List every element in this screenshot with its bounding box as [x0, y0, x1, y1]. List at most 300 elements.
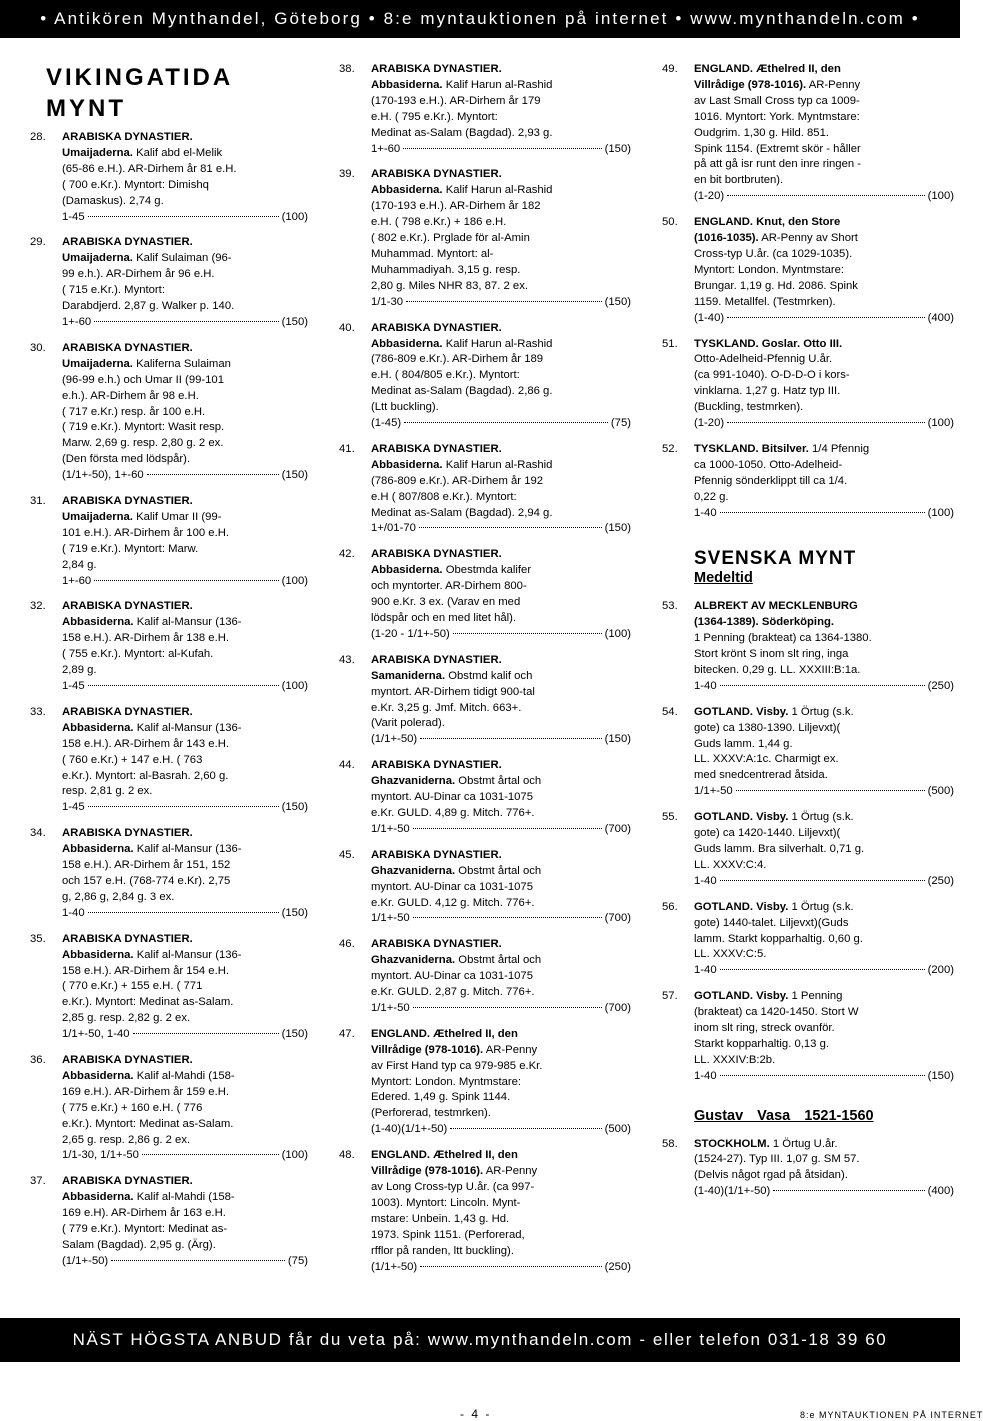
lot-heading-line [62, 130, 308, 146]
dotted-leader [736, 790, 925, 791]
lot-heading-line [694, 62, 954, 78]
lot-dynasty-line [694, 458, 954, 474]
lot-text-line: Myntort: London. Myntmstare: [694, 263, 845, 276]
lot-dynasty-line [371, 563, 631, 579]
lot-text-line: (786-809 e.Kr.). AR-Dirhem år 192 [371, 474, 544, 487]
lot-text-line: 900 e.Kr. 3 ex. (Varav en med [371, 596, 521, 609]
lot-estimate [62, 1254, 308, 1270]
lot-heading-line [62, 494, 308, 510]
lot-dynasty: (1364-1389). Söderköping. [694, 616, 835, 629]
lot-text-line: ( 802 e.Kr.). Prglade för al-Amin [371, 232, 530, 245]
lot-dynasty-line [62, 357, 308, 373]
lot-heading-line [694, 599, 954, 615]
lot-estimate [694, 963, 954, 979]
lot-number: 51. [662, 337, 678, 350]
lot-description [694, 1137, 954, 1201]
lot-number: 44. [339, 759, 355, 772]
lot-text-line: en bit bortbruten). [694, 174, 784, 187]
lot-dynasty: Abbasiderna. [371, 184, 443, 197]
lot-text-line: Medinat as-Salam (Bagdad). 2,86 g. [371, 385, 553, 398]
lot-number: 52. [662, 442, 678, 455]
lot-grade: 1/1+-50 [371, 822, 410, 835]
dotted-leader [111, 1260, 285, 1261]
lot-grade: 1/1+-50 [694, 785, 733, 798]
lot-price: (75) [287, 1254, 308, 1267]
lot-dynasty: Villrådige (978-1016). [371, 1165, 484, 1178]
lot-grade: 1-40 [694, 1069, 717, 1082]
lot-grade: (1/1+-50) [62, 1254, 109, 1267]
lot-estimate [694, 189, 954, 205]
lot-text-line: Starkt kopparhaltig. 0,13 g. [694, 1037, 830, 1050]
lot-heading-rest: 1 Örtug (s.k. [788, 900, 854, 913]
lot-heading-line [694, 337, 954, 353]
lot-dynasty-rest: Kalif Harun al-Rashid [442, 458, 553, 471]
lot-dynasty-rest: gote) ca 1420-1440. Liljevxt)( [694, 827, 841, 840]
lot-dynasty-line [694, 1152, 954, 1168]
lot-description [62, 932, 308, 1043]
lot-heading: ARABISKA DYNASTIER. [371, 938, 502, 951]
lot-dynasty-rest: Kalif al-Mansur (136- [133, 721, 242, 734]
lot-dynasty-line [371, 864, 631, 880]
lot-grade: (1-20) [694, 417, 725, 430]
lot-heading-line [62, 341, 308, 357]
lot-estimate [371, 911, 631, 927]
lot-heading: ARABISKA DYNASTIER. [62, 827, 193, 840]
lot-number: 37. [30, 1175, 46, 1188]
lot-grade: (1-40) [694, 311, 725, 324]
lot-text-line: e.Kr.). Myntort: Medinat as-Salam. [62, 996, 234, 1009]
lot-text-line: 1973. Spink 1151. (Perforerad, [371, 1228, 525, 1241]
lot-item [662, 989, 954, 1084]
lot-heading-line [694, 1137, 954, 1153]
lot-text-line: (170-193 e.H.). AR-Dirhem år 182 [371, 200, 541, 213]
lot-number: 54. [662, 705, 678, 718]
lot-description [694, 337, 954, 432]
lot-price: (200) [927, 964, 954, 977]
lot-heading: ENGLAND. Knut, den Store [694, 216, 841, 229]
lot-price: (100) [927, 417, 954, 430]
lot-number: 30. [30, 341, 46, 354]
lot-price: (100) [604, 627, 631, 640]
dotted-leader [720, 685, 925, 686]
lot-description [62, 826, 308, 921]
lot-item [662, 1137, 954, 1201]
lot-price: (400) [927, 1185, 954, 1198]
lot-text-line: resp. 2,81 g. 2 ex. [62, 785, 153, 798]
lot-dynasty-line [371, 669, 631, 685]
lot-text-line: 1 Penning (brakteat) ca 1364-1380. [694, 632, 872, 645]
lot-item [30, 826, 308, 921]
lot-text-line: (Ltt buckling). [371, 401, 439, 414]
lot-heading-line [371, 1148, 631, 1164]
lot-dynasty-rest: AR-Penny [806, 78, 861, 91]
bottom-banner-text: NÄST HÖGSTA ANBUD får du veta på: www.mynthandeln.com - eller telefon 031-18 39 60 [72, 1330, 888, 1349]
lot-description [694, 900, 954, 980]
lot-heading-line [371, 547, 631, 563]
lot-number: 42. [339, 548, 355, 561]
lot-estimate [371, 822, 631, 838]
lot-heading-line [62, 1053, 308, 1069]
lot-grade: 1/1+-50 [371, 912, 410, 925]
dotted-leader [720, 1075, 925, 1076]
lot-heading: ENGLAND. Æthelred II, den [694, 63, 841, 75]
lot-text-line: 2,89 g. [62, 664, 97, 677]
lot-description [371, 848, 631, 928]
lot-item [30, 235, 308, 330]
dotted-leader [404, 422, 608, 423]
lot-text-line: (170-193 e.H.). AR-Dirhem år 179 [371, 94, 541, 107]
lot-grade: (1-20) [694, 190, 725, 203]
lot-number: 34. [30, 827, 46, 840]
lot-grade: 1-45 [62, 210, 85, 223]
lot-number: 40. [339, 321, 355, 334]
lot-dynasty-rest: Kalif Harun al-Rashid [442, 184, 553, 197]
lot-dynasty-line [62, 948, 308, 964]
lot-dynasty-rest: gote) ca 1380-1390. Liljevxt)( [694, 721, 841, 734]
lot-grade: (1-40)(1/1+-50) [371, 1123, 448, 1136]
lot-dynasty-line [694, 826, 954, 842]
lot-text-line: g, 2,86 g, 2,84 g. 3 ex. [62, 890, 175, 903]
lot-heading: ARABISKA DYNASTIER. [371, 168, 502, 181]
lot-item [339, 758, 631, 838]
bottom-banner [0, 1318, 960, 1362]
lot-price: (500) [604, 1123, 631, 1136]
lot-dynasty: Ghazvaniderna. [371, 775, 456, 788]
lot-text-line: myntort. AU-Dinar ca 1031-1075 [371, 791, 534, 804]
lot-dynasty: Abbasiderna. [62, 616, 134, 629]
lot-text-line: (65-86 e.H.). AR-Dirhem år 81 e.H. [62, 162, 237, 175]
lot-description [62, 130, 308, 225]
lot-text-line: LL. XXXV:A:1c. Charmigt ex. [694, 753, 839, 766]
lot-heading: ARABISKA DYNASTIER. [62, 932, 193, 945]
lot-heading-line [371, 442, 631, 458]
lot-text-line: (Delvis något rgad på åtsidan). [694, 1169, 848, 1182]
lot-heading-line [62, 826, 308, 842]
lot-heading-line [371, 758, 631, 774]
lot-dynasty: Villrådige (978-1016). [694, 78, 807, 91]
lot-item [30, 1174, 308, 1269]
lot-heading: GOTLAND. Visby. [694, 990, 789, 1003]
column-2 [339, 62, 631, 1285]
lot-grade: 1/1-30, 1/1+-50 [62, 1149, 139, 1162]
section-title-vikingatida: VIKINGATIDA MYNT [46, 64, 234, 122]
lot-dynasty-rest: Kalif Harun al-Rashid [442, 337, 553, 350]
lot-text-line: myntort. AU-Dinar ca 1031-1075 [371, 880, 534, 893]
lot-price: (100) [927, 506, 954, 519]
lot-dynasty: Abbasiderna. [62, 721, 134, 734]
dotted-leader [720, 512, 925, 513]
lot-dynasty-line [371, 953, 631, 969]
lot-text-line: ( 775 e.Kr.) + 160 e.H. ( 776 [62, 1101, 203, 1114]
lot-price: (250) [927, 679, 954, 692]
lot-heading-line [62, 599, 308, 615]
lot-heading: ARABISKA DYNASTIER. [62, 236, 193, 249]
lot-text-line: Pfennig sönderklippt till ca 1/4. [694, 474, 848, 487]
lot-item [662, 900, 954, 980]
lot-description [694, 810, 954, 890]
lot-text-line: Oudgrim. 1,30 g. Hild. 851. [694, 126, 830, 139]
lot-estimate [371, 142, 631, 158]
lot-list [662, 599, 954, 1084]
lot-estimate [62, 210, 308, 226]
lot-text-line: (Perforerad, testmrken). [371, 1107, 491, 1120]
lot-description [62, 1053, 308, 1164]
lot-grade: 1-45 [62, 801, 85, 814]
lot-description [694, 215, 954, 326]
lot-dynasty: Abbasiderna. [62, 1191, 134, 1204]
lot-price: (150) [604, 733, 631, 746]
lot-heading-line [694, 900, 954, 916]
lot-dynasty-rest: AR-Penny [483, 1165, 538, 1178]
lot-item [339, 1027, 631, 1138]
lot-heading-line [62, 932, 308, 948]
lot-number: 41. [339, 442, 355, 455]
lot-heading: ARABISKA DYNASTIER. [371, 759, 502, 772]
lot-dynasty-rest: Kalif Sulaiman (96- [132, 252, 232, 265]
lot-number: 28. [30, 131, 46, 143]
lot-heading-line [62, 235, 308, 251]
lot-dynasty-line [371, 78, 631, 94]
lot-price: (700) [604, 912, 631, 925]
lot-heading: ARABISKA DYNASTIER. [62, 341, 193, 354]
lot-text-line: 158 e.H.). AR-Dirhem år 154 e.H. [62, 964, 230, 977]
lot-dynasty-rest: Obstmt årtal och [455, 864, 542, 877]
section-subtitle-medeltid: Medeltid [694, 570, 753, 587]
lot-item [339, 442, 631, 537]
lot-dynasty: Umaijaderna. [62, 510, 133, 523]
lot-text-line: e.Kr.). Myntort: Medinat as-Salam. [62, 1117, 234, 1130]
lot-text-line: Spink 1154. (Extremt skör - håller [694, 142, 861, 155]
lot-text-line: 158 e.H.). AR-Dirhem år 151, 152 [62, 859, 231, 872]
lot-dynasty: Abbasiderna. [371, 458, 443, 471]
lot-heading: ENGLAND. Æthelred II, den [371, 1149, 518, 1162]
lot-estimate [62, 906, 308, 922]
lot-item [662, 810, 954, 890]
lot-description [371, 758, 631, 838]
lot-text-line: av First Hand typ ca 979-985 e.Kr. [371, 1059, 543, 1072]
lot-text-line: (Varit polerad). [371, 717, 445, 730]
lot-grade: 1-40 [62, 906, 85, 919]
lot-dynasty-rest: Obstmd kalif och [445, 669, 533, 682]
lot-description [371, 167, 631, 310]
lot-price: (150) [281, 469, 308, 482]
lot-price: (100) [281, 574, 308, 587]
lot-description [62, 341, 308, 484]
lot-text-line: 2,84 g. [62, 558, 97, 571]
section-title-svenska-mynt: SVENSKA MYNT [694, 548, 857, 570]
lot-text-line: 169 e.H.). AR-Dirhem år 159 e.H. [62, 1085, 230, 1098]
lot-heading-line [371, 321, 631, 337]
lot-price: (400) [927, 311, 954, 324]
lot-text-line: (ca 991-1040). O-D-D-O i kors- [694, 369, 850, 382]
lot-dynasty: Umaijaderna. [62, 252, 133, 265]
lot-text-line: 1159. Metallfel. (Testmrken). [694, 295, 836, 308]
dotted-leader [413, 917, 602, 918]
footer-publication: 8:e MYNTAUKTIONEN PÅ INTERNET [800, 1410, 983, 1420]
lot-estimate [62, 574, 308, 590]
lot-description [694, 989, 954, 1084]
lot-grade: (1/1+-50), 1+-60 [62, 469, 144, 482]
lot-text-line: (Buckling, testmrken). [694, 401, 804, 414]
lot-item [662, 62, 954, 205]
lot-description [371, 442, 631, 537]
lot-dynasty-line [694, 231, 954, 247]
lot-heading-rest: 1 Örtug U.år. [769, 1137, 838, 1150]
lot-price: (100) [281, 680, 308, 692]
lot-heading-line [694, 705, 954, 721]
lot-text-line: Muhammad. Myntort: al- [371, 247, 494, 260]
lot-dynasty: Samaniderna. [371, 669, 446, 682]
lot-grade: 1+-60 [62, 574, 92, 587]
lot-dynasty-rest: Kalif al-Mansur (136- [133, 843, 242, 856]
lot-grade: 1/1+-50 [371, 1001, 410, 1014]
lot-number: 38. [339, 63, 355, 75]
lot-estimate [694, 506, 954, 522]
lot-price: (250) [604, 1260, 631, 1273]
lot-text-line: (786-809 e.Kr.). AR-Dirhem år 189 [371, 353, 544, 366]
lot-text-line: ( 770 e.Kr.) + 155 e.H. ( 771 [62, 980, 203, 993]
lot-price: (250) [927, 874, 954, 887]
dotted-leader [419, 527, 602, 528]
dotted-leader [88, 806, 279, 807]
top-banner-text: • Antikören Mynthandel, Göteborg • 8:e myntauktionen på internet • www.mynthandeln.com • [40, 9, 920, 28]
lot-text-line: e.H. ( 795 e.Kr.). Myntort: [371, 110, 498, 123]
lot-text-line: Brungar. 1,19 g. Hd. 2086. Spink [694, 279, 858, 292]
lot-dynasty-rest: Obstmt årtal och [455, 954, 542, 967]
lot-text-line: ( 717 e.Kr.) resp. år 100 e.H. [62, 405, 206, 418]
lot-item [30, 130, 308, 225]
dotted-leader [94, 580, 278, 581]
lot-text-line: Marw. 2,69 g. resp. 2,80 g. 2 ex. [62, 437, 224, 450]
dotted-leader [773, 1190, 924, 1191]
lot-grade: 1+-60 [371, 142, 401, 155]
lot-item [662, 337, 954, 432]
lot-estimate [694, 874, 954, 890]
lot-item [30, 494, 308, 589]
lot-text-line: 1003). Myntort: Lincoln. Mynt- [371, 1196, 521, 1209]
lot-estimate [694, 416, 954, 432]
lot-number: 58. [662, 1137, 678, 1150]
dotted-leader [413, 1007, 602, 1008]
lot-dynasty: Abbasiderna. [62, 1069, 134, 1082]
lot-dynasty-line [371, 1043, 631, 1059]
lot-text-line: LL. XXXV:C:4. [694, 858, 767, 871]
lot-text-line: och 157 e.H. (768-774 e.Kr). 2,75 [62, 874, 231, 887]
lot-dynasty-line [62, 842, 308, 858]
lot-estimate [694, 1184, 954, 1200]
lot-text-line: 158 e.H.). AR-Dirhem år 143 e.H. [62, 737, 230, 750]
lot-price: (75) [610, 417, 631, 430]
lot-text-line: Medinat as-Salam (Bagdad). 2,93 g. [371, 126, 553, 139]
lot-item [30, 705, 308, 816]
lot-dynasty-rest: (brakteat) ca 1420-1450. Stort W [694, 1006, 859, 1019]
dotted-leader [727, 195, 924, 196]
lot-item [339, 321, 631, 432]
dotted-leader [133, 1033, 279, 1034]
lot-number: 46. [339, 938, 355, 951]
lot-number: 49. [662, 63, 678, 75]
lot-text-line: 2,65 g. resp. 2,86 g. 2 ex. [62, 1133, 191, 1146]
lot-dynasty-line [694, 721, 954, 737]
lot-text-line: Edered. 1,49 g. Spink 1144. [371, 1091, 511, 1104]
column-3 [662, 62, 954, 1210]
lot-dynasty-rest: AR-Penny [483, 1043, 538, 1056]
lot-item [339, 167, 631, 310]
lot-item [662, 705, 954, 800]
lot-text-line: på att gå isr runt den inre ringen - [694, 158, 862, 171]
lot-text-line: 101 e.H.). AR-Dirhem år 100 e.H. [62, 526, 230, 539]
lot-text-line: e.Kr. GULD. 4,12 g. Mitch. 776+. [371, 896, 535, 909]
lot-heading: ARABISKA DYNASTIER. [371, 653, 502, 666]
dotted-leader [727, 317, 924, 318]
lot-dynasty-line [371, 458, 631, 474]
lot-grade: 1+/01-70 [371, 522, 416, 535]
lot-item [339, 653, 631, 748]
lot-text-line: Stort krönt S inom slt ring, inga [694, 648, 849, 660]
lot-list [662, 62, 954, 521]
lot-text-line: e.Kr.). Myntort: al-Basrah. 2,60 g. [62, 769, 229, 782]
lot-estimate [62, 800, 308, 816]
lot-item [30, 1053, 308, 1164]
top-banner [0, 0, 960, 38]
lot-estimate [371, 1122, 631, 1138]
lot-estimate [371, 521, 631, 537]
lot-list [30, 130, 308, 1270]
lot-heading: ARABISKA DYNASTIER. [371, 63, 502, 75]
lot-text-line: 2,80 g. Miles NHR 83, 87. 2 ex. [371, 279, 528, 292]
lot-heading-line [371, 167, 631, 183]
lot-estimate [694, 311, 954, 327]
lot-item [662, 442, 954, 522]
lot-number: 29. [30, 236, 46, 249]
lot-price: (150) [927, 1069, 954, 1082]
lot-dynasty: Abbasiderna. [371, 564, 443, 577]
dotted-leader [147, 474, 279, 475]
lot-text-line: med snedcentrerad åtsida. [694, 769, 828, 782]
lot-heading: GOTLAND. Visby. [694, 705, 789, 718]
column-1 [30, 62, 308, 1280]
lot-text-line: ( 719 e.Kr.). Myntort: Wasit resp. [62, 421, 225, 434]
lot-estimate [694, 679, 954, 695]
lot-number: 39. [339, 168, 355, 181]
lot-estimate [694, 1069, 954, 1085]
section-subtitle-gustav-vasa: Gustav Vasa 1521-1560 [694, 1107, 874, 1124]
lot-estimate [371, 1001, 631, 1017]
lot-text-line: och myntorter. AR-Dirhem 800- [371, 580, 527, 593]
lot-text-line: inom slt ring, streck ovanför. [694, 1022, 835, 1035]
lot-text-line: Guds lamm. Bra silverhalt. 0,71 g. [694, 842, 865, 855]
lot-text-line: mstare: Unbein. 1,43 g. Hd. [371, 1212, 510, 1225]
lot-estimate [371, 627, 631, 643]
lot-text-line: Darabdjerd. 2,87 g. Walker p. 140. [62, 300, 235, 313]
lot-heading: ARABISKA DYNASTIER. [62, 600, 193, 613]
lot-dynasty-line [62, 615, 308, 631]
lot-dynasty-rest: Kalif al-Mahdi (158- [133, 1069, 235, 1082]
lot-grade: 1-40 [694, 506, 717, 519]
lot-heading: ENGLAND. Æthelred II, den [371, 1027, 518, 1040]
lot-dynasty-line [371, 337, 631, 353]
lot-dynasty-line [371, 183, 631, 199]
lot-estimate [62, 315, 308, 331]
lot-description [694, 62, 954, 205]
lot-dynasty-line [371, 1164, 631, 1180]
lot-grade: 1/1-30 [371, 295, 404, 308]
lot-description [62, 1174, 308, 1269]
lot-text-line: e.Kr. GULD. 2,87 g. Mitch. 776+. [371, 986, 535, 999]
lot-price: (150) [604, 142, 631, 155]
lot-description [62, 494, 308, 589]
lot-heading: GOTLAND. Visby. [694, 811, 789, 824]
